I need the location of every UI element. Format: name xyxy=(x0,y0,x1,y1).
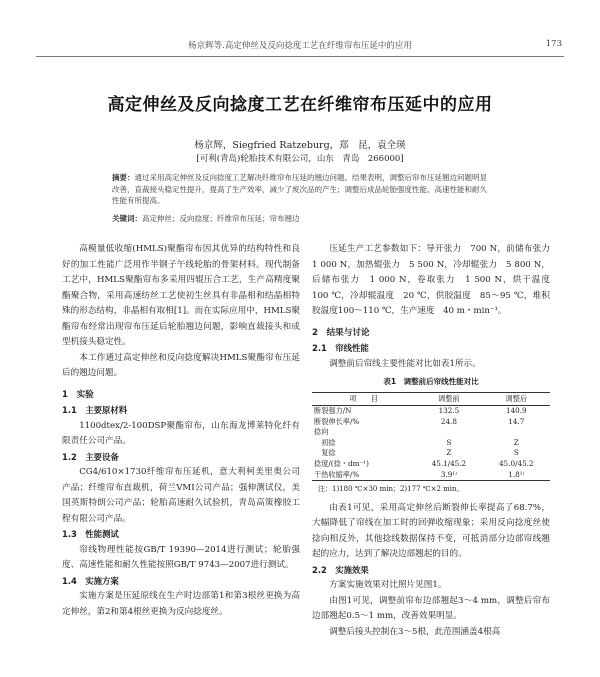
authors: 杨京辉，Siegfried Ratzeburg，郑 昆，袁全瑛 xyxy=(194,140,406,151)
keywords-label: 关键词： xyxy=(112,214,142,223)
section-2-2-paragraph-3: 调整后接头控制在3～5根，此范围涵盖4根高 xyxy=(329,626,501,637)
keywords xyxy=(112,213,490,224)
table-note: 注：1)180 ℃×30 min；2)177 ℃×2 min。 xyxy=(318,485,464,494)
table-row xyxy=(312,438,550,449)
table-cell: 断裂伸长率/% xyxy=(314,416,360,426)
section-1-1-text: 1100dtex/2-100DSP聚酯帘布，山东海龙博莱特化纤有限责任公司产品。 xyxy=(62,420,300,446)
right-column xyxy=(312,242,559,640)
table-cell: 14.7 xyxy=(508,416,525,426)
table-row xyxy=(312,427,550,438)
paper-title: 高定伸丝及反向捻度工艺在纤维帘布压延中的应用 xyxy=(107,95,493,115)
table-cell: S xyxy=(513,448,519,458)
section-1-3-heading: 1.3 性能测试 xyxy=(62,529,119,539)
section-2-2-heading: 2.2 实施效果 xyxy=(312,564,369,575)
abstract-label: 摘要： xyxy=(112,173,135,182)
table-cell: 132.5 xyxy=(438,406,460,416)
table-cell xyxy=(415,427,482,438)
header-rule xyxy=(36,56,564,57)
section-1-4-text: 实施方案是压延原线在生产时边部第1和第3根丝更换为高定伸丝，第2和第4根丝更换为反向捻度丝。 xyxy=(62,591,300,617)
table-cell: 140.9 xyxy=(506,406,527,416)
cord-properties-table xyxy=(312,392,550,482)
table-cell: 复捻 xyxy=(314,448,336,458)
table-cell: 3.9¹⁾ xyxy=(415,470,482,481)
section-1-4-heading: 1.4 实施方案 xyxy=(62,575,119,586)
section-1-3-text: 帘线物理性能按GB/T 19390—2014进行测试；轮胎强度、高速性能和耐久性能按照GB/T 9743—2007进行测试。 xyxy=(62,544,300,570)
table-row xyxy=(312,417,550,428)
table-cell xyxy=(483,427,550,438)
table-cell: 45.0/45.2 xyxy=(499,459,534,469)
table-cell: 捻度/(捻・dm⁻¹) xyxy=(314,459,369,469)
section-2-2-paragraph-2: 由图1可见，调整前帘布边部翘起3～4 mm，调整后帘布边部翘起0.5～1 mm，改善效果明显。 xyxy=(312,595,550,622)
process-parameters: 压延生产工艺参数如下：导开张力 700 N，前储布张力 1 000 N，加热辊张力 5 500 N，冷却辊张力 5 800 N，后储布张力 1 000 N，卷取张力 1 500 N，烘干温度 100 ℃，冷却辊温度 20 ℃，供胶温度 85～95 ℃，堆积胶温度100～110 ℃，生产速度 40 m・min⁻¹。 xyxy=(312,244,559,316)
table-header-row xyxy=(312,392,550,406)
section-2-heading: 2 结果与讨论 xyxy=(312,327,370,338)
table-cell: 1.8¹⁾ xyxy=(483,470,550,481)
section-1-2-text: CG4/610×1730纤维帘布压延机，意大利柯美里奥公司产品；纤维帘布直裁机，荷兰VMI公司产品；强伸测试仪，美国英斯特朗公司产品；轮胎高速耐久试验机，青岛高策橡胶工程有限公司产品。 xyxy=(62,467,300,524)
abstract-text: 通过采用高定伸丝及反向捻度工艺解决纤维帘布压延的翘边问题。结果表明，调整后帘布压延翘边问题明显改善，直裁接头稳定性提升，提高了生产效率，减少了废次品的产生；调整后成品轮胎强度性能、高速性能和耐久性能有所提高。 xyxy=(112,173,487,205)
table-cell: 45.1/45.2 xyxy=(431,459,467,469)
running-header xyxy=(0,39,600,53)
section-2-1-heading: 2.1 帘线性能 xyxy=(312,343,369,353)
table-cell: S xyxy=(446,437,452,447)
section-1-2-heading: 1.2 主要设备 xyxy=(62,451,119,462)
table-cell: 捻向 xyxy=(314,427,329,437)
table-cell: Z xyxy=(446,448,452,458)
table-row xyxy=(312,406,550,417)
table-cell: 初捻 xyxy=(314,437,336,447)
section-1-1-heading: 1.1 主要原材料 xyxy=(62,405,128,415)
page-number: 173 xyxy=(545,39,562,49)
intro-paragraph-2: 本工作通过高定伸丝和反向捻度解决HMLS聚酯帘布压延后的翘边问题。 xyxy=(62,352,300,378)
table-header-cell: 项 目 xyxy=(312,392,415,406)
table-cell: 断裂强力/N xyxy=(314,406,352,416)
table-cell: Z xyxy=(513,437,519,447)
table-row xyxy=(312,459,550,470)
table-row xyxy=(312,470,550,481)
abstract xyxy=(112,172,490,207)
running-title: 杨京辉等.高定伸丝及反向捻度工艺在纤维帘布压延中的应用 xyxy=(188,41,412,51)
affiliation: [可利(青岛)轮胎技术有限公司，山东 青岛 266000] xyxy=(196,154,404,164)
keywords-text: 高定伸丝；反向捻度；纤维帘布压延；帘布翘边 xyxy=(142,214,300,223)
table-header-cell: 调整前 xyxy=(415,392,482,406)
section-1-heading: 1 实验 xyxy=(62,389,94,400)
section-2-1-text: 调整前后帘线主要性能对比如表1所示。 xyxy=(329,358,481,369)
table-cell: 干热收缩率/% xyxy=(312,470,415,481)
table-caption: 表1 调整前后帘线性能对比 xyxy=(383,377,479,386)
intro-paragraph-1: 高模量低收缩(HMLS)聚酯帘布因其优异的结构特性和良好的加工性能广泛用作半钢子午线轮胎的骨架材料。现代制备工艺中，HMLS聚酯帘布多采用四辊压合工艺，生产高精度聚酯聚合物，采用高速纺丝工艺使初生丝具有非晶相和结晶相特殊的形态结构，非晶相有取相[1]。而在实际应用中，HMLS聚酯帘布经常出现帘布压延后轮胎翘边问题，影响直裁接头和成型机接头稳定性。 xyxy=(62,244,300,347)
table-cell: 24.8 xyxy=(440,416,457,426)
table-header-cell: 调整后 xyxy=(483,392,550,406)
left-column xyxy=(62,242,300,620)
section-2-1-analysis: 由表1可见，采用高定伸丝后断裂伸长率提高了68.7%，大幅降低了帘线在加工时的回弹收缩现象；采用反向捻度丝使捻向相反外，其他捻线数据保持不变，可抵消部分边部帘线翘起的应力，达到了解决边部翘起的目的。 xyxy=(312,502,550,560)
section-2-2-text: 方案实施效果对比照片见图1。 xyxy=(329,580,447,591)
table-row xyxy=(312,448,550,459)
